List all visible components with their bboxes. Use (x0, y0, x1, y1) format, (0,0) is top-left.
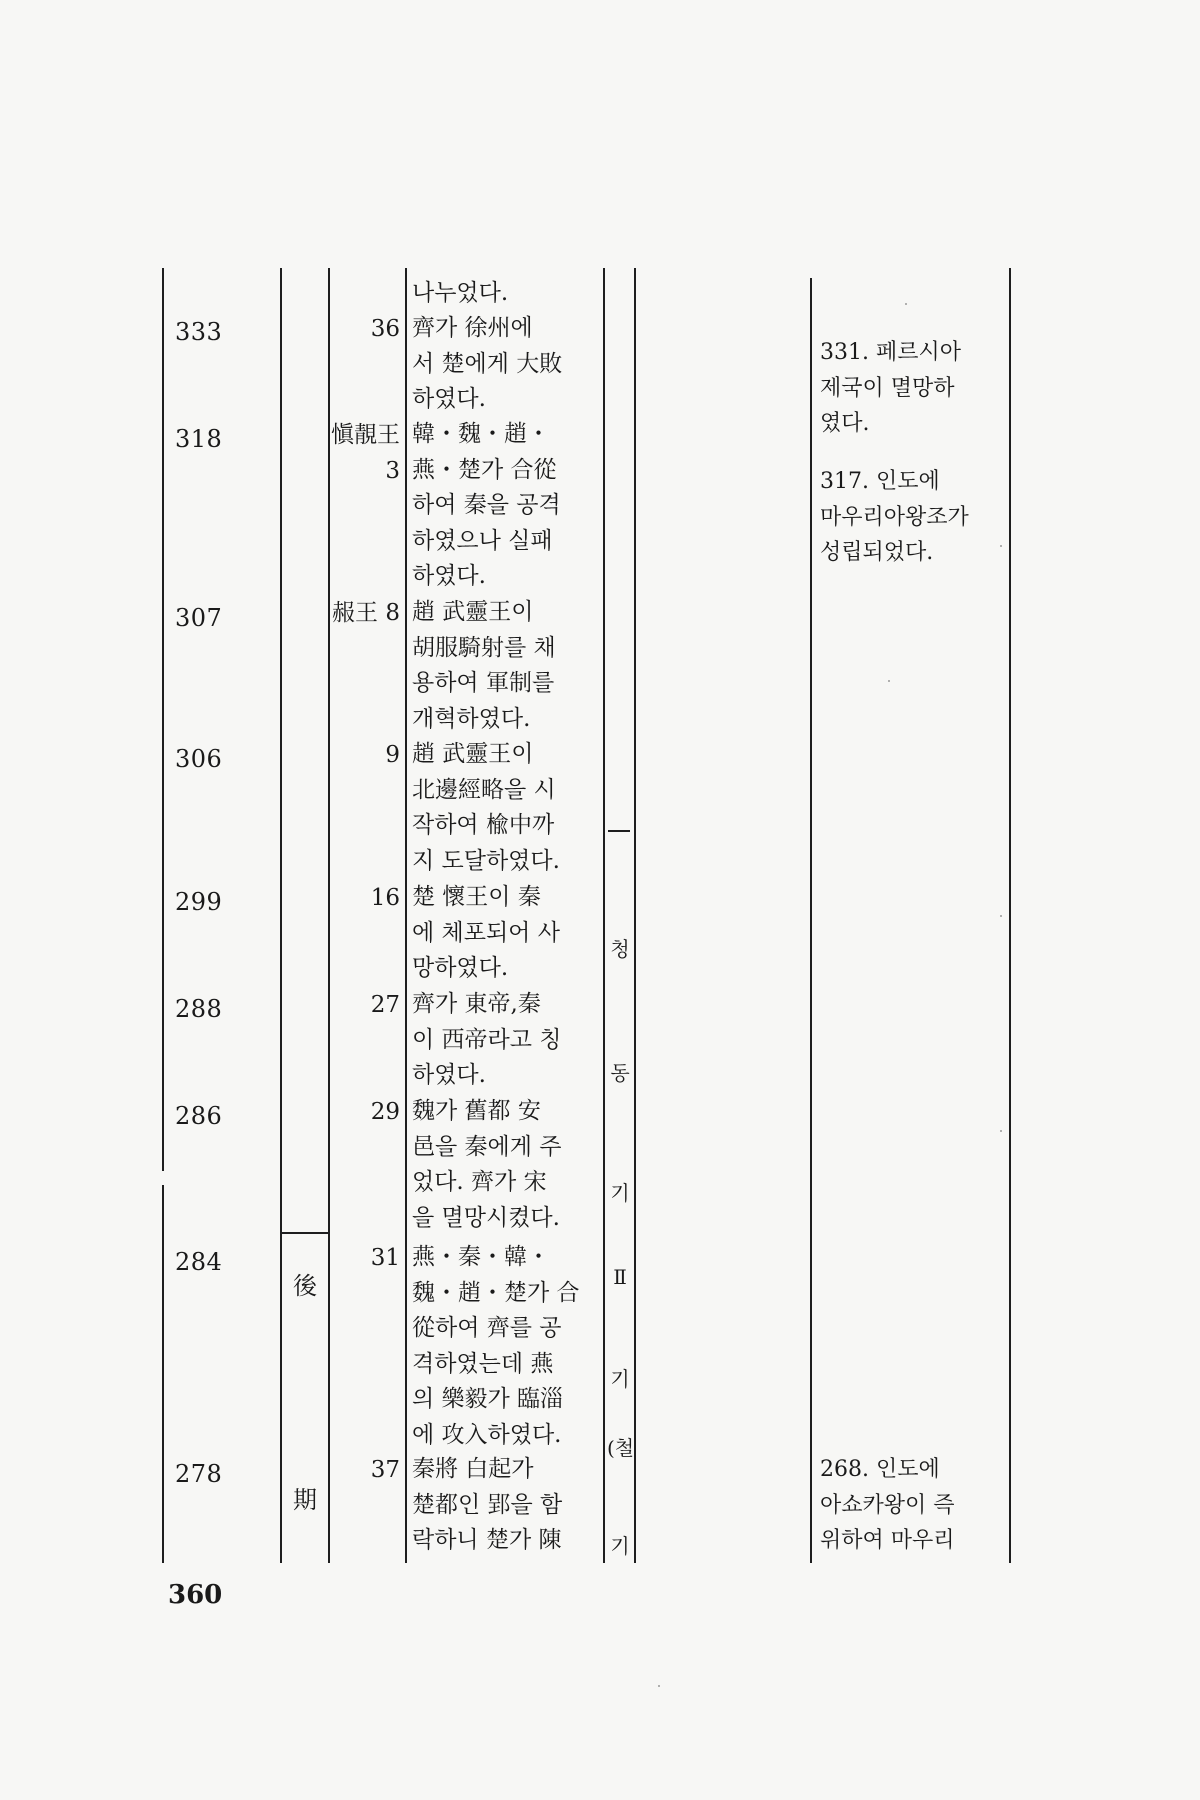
world-event-line: 331. 페르시아 (820, 340, 961, 365)
world-event-line: 성립되었다. (820, 540, 934, 565)
reign-line: 16 (370, 885, 400, 911)
scan-speck (905, 303, 907, 305)
world-event-line: 317. 인도에 (820, 469, 940, 494)
year-label: 307 (175, 604, 223, 632)
culture-label: Ⅱ (613, 1265, 627, 1289)
reign-line: 27 (370, 992, 400, 1018)
event-line: 秦將 白起가 (412, 1456, 534, 1482)
year-label: 318 (175, 425, 223, 453)
reign-year (325, 417, 400, 489)
reign-year (325, 1240, 400, 1276)
event-text (412, 1240, 600, 1453)
page-number: 360 (168, 1580, 223, 1610)
scan-speck (1000, 915, 1002, 917)
event-text (412, 276, 600, 312)
event-line: 魏・趙・楚가 合 (412, 1279, 580, 1306)
event-line: 韓・魏・趙・ (412, 421, 550, 447)
reign-line: 31 (370, 1245, 400, 1271)
event-line: 개혁하였다. (412, 705, 531, 732)
year-label: 278 (175, 1460, 223, 1488)
year-label: 333 (175, 318, 223, 346)
reign-year (325, 880, 400, 916)
world-event-line: 마우리아왕조가 (820, 504, 969, 530)
culture-label: 동 (610, 1061, 630, 1085)
scan-speck (1000, 1130, 1002, 1132)
event-line: 격하였는데 燕 (412, 1350, 554, 1377)
event-line: 하였다. (412, 386, 486, 412)
event-line: 趙 武靈王이 (412, 599, 534, 625)
event-line: 이 西帝라고 칭 (412, 1026, 562, 1053)
event-text (412, 417, 600, 595)
table-rule-left-lower (162, 1185, 164, 1563)
event-line: 지 도달하였다. (412, 847, 560, 874)
reign-year (325, 311, 400, 347)
event-line: 齊가 東帝,秦 (412, 991, 541, 1017)
reign-line: 愼靚王 (331, 422, 400, 448)
culture-label: 청 (610, 937, 630, 961)
event-line: 을 멸망시켰다. (412, 1204, 560, 1231)
scan-speck (1000, 545, 1002, 547)
event-text (412, 737, 600, 879)
culture-label: 기 (610, 1367, 630, 1391)
event-line: 魏가 舊都 安 (412, 1098, 541, 1124)
event-line: 에 攻入하였다. (412, 1421, 562, 1448)
world-event-line: 268. 인도에 (820, 1457, 940, 1482)
event-line: 었다. 齊가 宋 (412, 1169, 547, 1195)
event-line: 하였으나 실패 (412, 527, 553, 554)
world-event-line: 제국이 멸망하 (820, 375, 955, 401)
world-event (820, 1452, 1000, 1559)
year-label: 299 (175, 888, 223, 916)
world-event (820, 464, 1000, 571)
event-line: 하였다. (412, 563, 486, 589)
year-label: 288 (175, 995, 223, 1023)
event-line: 齊가 徐州에 (412, 315, 533, 341)
event-line: 燕・秦・韓・ (412, 1244, 550, 1270)
event-text (412, 311, 600, 418)
period-label-bottom: 期 (293, 1486, 317, 1514)
table-rule-event-left (405, 268, 407, 1563)
table-rule-period-left (280, 268, 282, 1563)
world-event-line: 아쇼카왕이 즉 (820, 1492, 955, 1518)
event-line: 楚 懷王이 秦 (412, 884, 541, 910)
scan-speck (658, 1685, 660, 1687)
year-label: 286 (175, 1102, 223, 1130)
table-rule-world-left (810, 278, 812, 1563)
reign-year (325, 987, 400, 1023)
reign-year (325, 737, 400, 773)
reign-year (325, 1452, 400, 1488)
event-line: 락하니 楚가 陳 (412, 1527, 562, 1553)
event-line: 에 체포되어 사 (412, 919, 560, 946)
event-text (412, 987, 600, 1094)
world-event-line: 였다. (820, 411, 870, 436)
event-line: 楚都인 郢을 함 (412, 1491, 563, 1518)
event-line: 邑을 秦에게 주 (412, 1133, 562, 1160)
event-line: 北邊經略을 시 (412, 776, 556, 803)
culture-label: 기 (610, 1181, 630, 1205)
reign-line: 29 (370, 1099, 400, 1125)
reign-line: 3 (385, 458, 400, 484)
culture-label: 기 (610, 1534, 630, 1558)
event-line: 燕・楚가 合從 (412, 456, 557, 483)
event-line: 작하여 楡中까 (412, 812, 555, 838)
event-text (412, 595, 600, 737)
reign-year (325, 1094, 400, 1130)
event-line: 나누었다. (412, 280, 509, 306)
reign-year (325, 595, 400, 631)
reign-line: 37 (370, 1457, 400, 1483)
event-line: 胡服騎射를 채 (412, 634, 556, 661)
period-label-top: 後 (293, 1272, 317, 1300)
event-line: 하였다. (412, 1062, 486, 1088)
event-line: 용하여 軍制를 (412, 670, 555, 696)
event-line: 趙 武靈王이 (412, 741, 534, 767)
event-text (412, 880, 600, 987)
world-event-line: 위하여 마우리 (820, 1528, 955, 1553)
reign-line: 9 (385, 742, 400, 768)
culture-dash (608, 830, 630, 832)
event-text (412, 1094, 600, 1236)
event-line: 망하였다. (412, 955, 509, 981)
event-line: 從하여 齊를 공 (412, 1315, 562, 1341)
table-rule-culture-left (603, 268, 605, 1563)
reign-line: 36 (370, 316, 400, 342)
event-line: 하여 秦을 공격 (412, 492, 561, 518)
year-label: 306 (175, 745, 223, 773)
event-line: 서 楚에게 大敗 (412, 350, 563, 377)
period-divider (280, 1232, 328, 1234)
year-label: 284 (175, 1248, 223, 1276)
reign-line: 赧王 8 (332, 600, 400, 626)
table-rule-world-right (1009, 268, 1011, 1563)
event-line: 의 樂毅가 臨淄 (412, 1386, 564, 1412)
event-text (412, 1452, 600, 1559)
table-rule-left (162, 268, 164, 1171)
scan-speck (888, 680, 890, 682)
world-event (820, 335, 1000, 442)
culture-label: (철 (607, 1436, 635, 1460)
table-rule-culture-right (634, 268, 636, 1563)
